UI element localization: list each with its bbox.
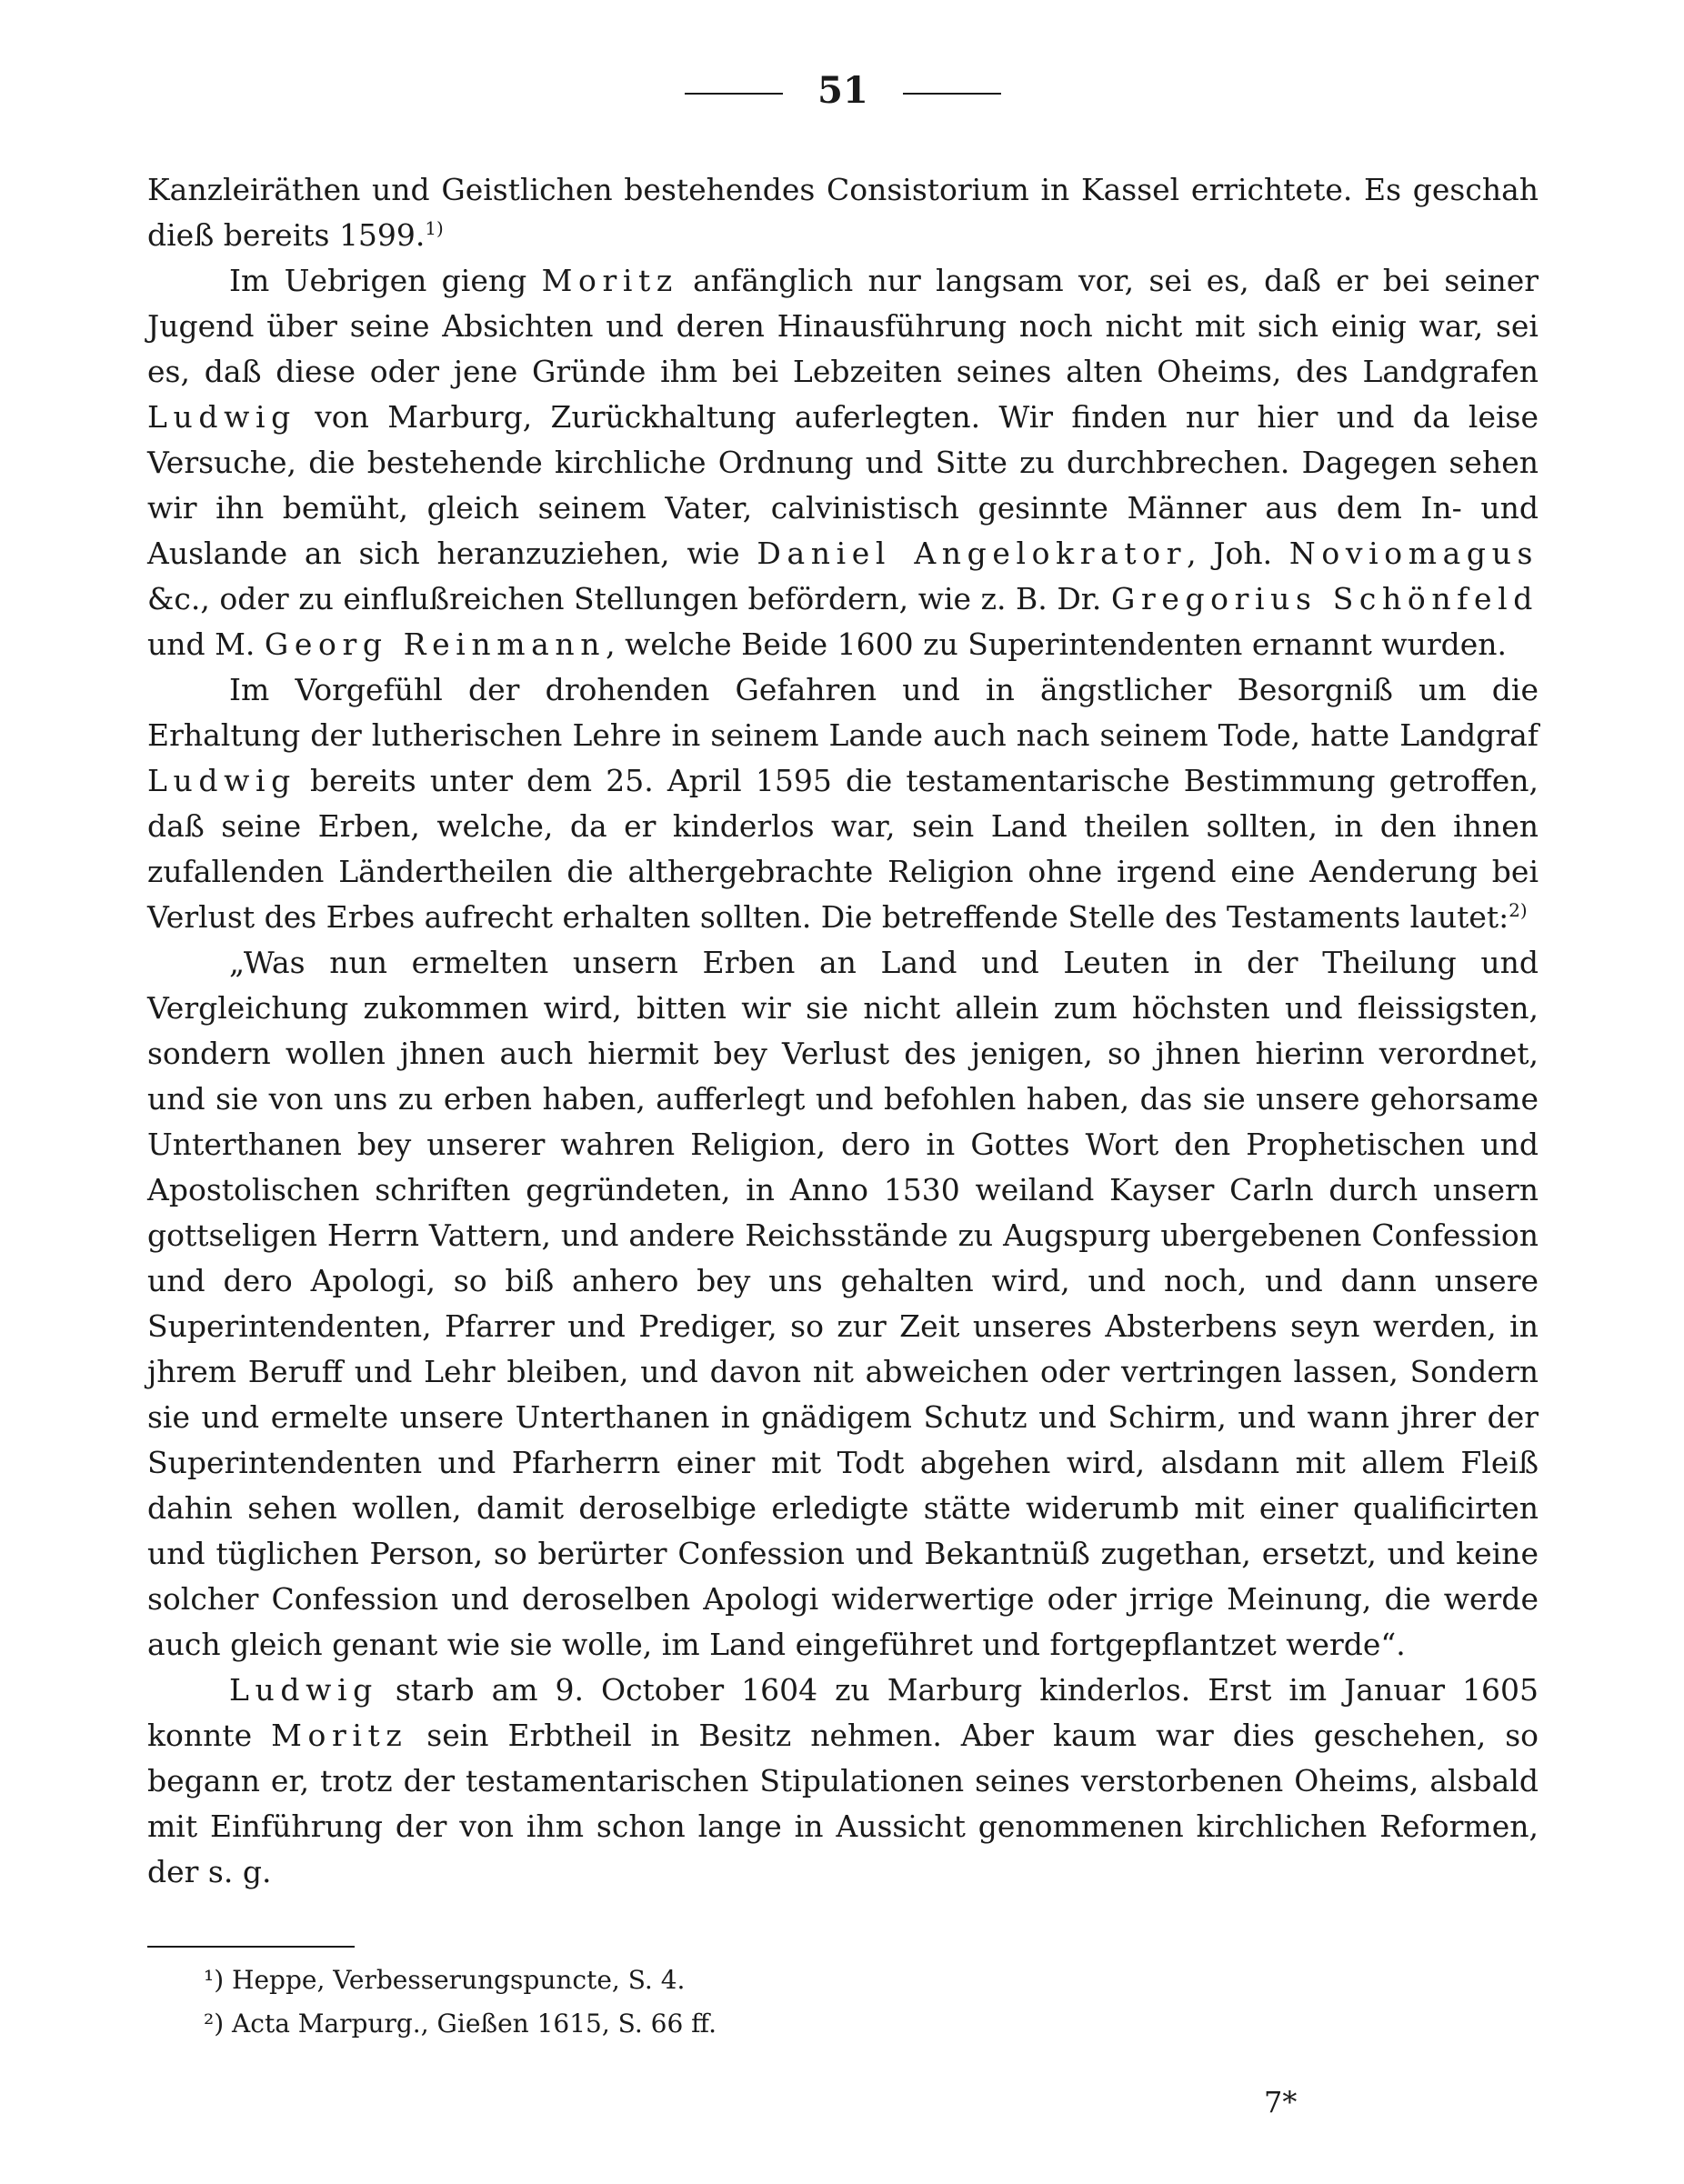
footnote-ref-1: 1) [425,218,444,239]
person-name: Ludwig [147,763,296,798]
header-rule-left [685,93,783,95]
footnotes [147,1959,1539,2046]
person-name: Daniel Angelokrator [757,536,1188,571]
footnote-divider [147,1946,355,1948]
paragraph-moritz: Im Uebrigen gieng Moritz anfänglich nur langsam vor, sei es, daß er bei seiner Jugend über seine Absichten und deren Hinausführung noch nicht mit sich einig war, sei es, daß diese oder jene Gründe ihm bei Lebzeiten seines alten Oheims, des Landgrafen Ludwig von Marburg, Zurückhaltung auferlegten. Wir finden nur hier und da leise Versuche, die bestehende kirchliche Ordnung und Sitte zu durchbrechen. Dagegen sehen wir ihn bemüht, gleich seinem Vater, calvinistisch gesinnte Männer aus dem In- und Auslande an sich heranzuziehen, wie Daniel Angelokrator, Joh. Noviomagus &c., oder zu einflußreichen Stellungen befördern, wie z. B. Dr. Gregorius Schönfeld und M. Georg Reinmann, welche Beide 1600 zu Superintendenten ernannt wurden. [147,263,1539,662]
footnote-ref-2: 2) [1509,900,1528,921]
page [147,64,1539,2046]
person-name: Noviomagus [1288,536,1539,571]
main-text [147,167,1539,1895]
header-rule-right [903,93,1001,95]
signature-mark: 7* [1264,2085,1298,2119]
page-number: 51 [817,69,868,112]
paragraph-ludwig-death: Ludwig starb am 9. October 1604 zu Marburg kinderlos. Erst im Januar 1605 konnte Moritz sein Erbtheil in Besitz nehmen. Aber kaum war dies geschehen, so begann er, trotz der testamentarischen Stipulationen seines verstorbenen Oheims, alsbald mit Einführung der von ihm schon lange in Aussicht genommenen kirchlichen Reformen, der s. g. [147,1672,1539,1889]
footnote-2: ²) Acta Marpurg., Gießen 1615, S. 66 ff. [204,2009,717,2039]
person-name: Georg Reinmann [264,626,606,662]
footnote-1: ¹) Heppe, Verbesserungspuncte, S. 4. [204,1965,686,1995]
person-name: Moritz [271,1718,408,1753]
person-name: Gregorius Schönfeld [1110,581,1539,616]
testament-quote: „Was nun ermelten unsern Erben an Land und Leuten in der Theilung und Vergleichung zukommen wird, bitten wir sie nicht allein zum höchsten und fleissigsten, sondern wollen jhnen auch hiermit bey Verlust des jenigen, so jhnen hierinn verordnet, und sie von uns zu erben haben, aufferlegt und befohlen haben, das sie unsere gehorsame Unterthanen bey unserer wahren Religion, dero in Gottes Wort den Prophetischen und Apostolischen schriften gegründeten, in Anno 1530 weiland Kayser Carln durch unsern gottseligen Herrn Vattern, und andere Reichsstände zu Augspurg ubergebenen Confession und dero Apologi, so biß anhero bey uns gehalten wird, und noch, und dann unsere Superintendenten, Pfarrer und Prediger, so zur Zeit unseres Absterbens seyn werden, in jhrem Beruff und Lehr bleiben, und davon nit abweichen oder vertringen lassen, Sondern sie und ermelte unsere Unterthanen in gnädigem Schutz und Schirm, und wann jhrer der Superintendenten und Pfarherrn einer mit Todt abgehen wird, alsdann mit allem Fleiß dahin sehen wollen, damit deroselbige erledigte stätte widerumb mit einer qualificirten und tüglichen Person, so berürter Confession und Bekantnüß zugethan, ersetzt, und keine solcher Confession und deroselben Apologi widerwertige oder jrrige Meinung, die werde auch gleich genant wie sie wolle, im Land eingeführet und fortgepflantzet werde“. [147,945,1539,1662]
paragraph-testament: Im Vorgefühl der drohenden Gefahren und in ängstlicher Besorgniß um die Erhaltung der lutherischen Lehre in seinem Lande auch nach seinem Tode, hatte Landgraf Ludwig bereits unter dem 25. April 1595 die testamentarische Bestimmung getroffen, daß seine Erben, welche, da er kinderlos war, sein Land theilen sollten, in den ihnen zufallenden Ländertheilen die althergebrachte Religion ohne irgend eine Aenderung bei Verlust des Erbes aufrecht erhalten sollten. Die betreffende Stelle des Testaments lautet:$^{2)}$ [147,672,1539,935]
page-header [147,64,1539,118]
person-name: Ludwig [147,399,296,435]
paragraph-continued: Kanzleiräthen und Geistlichen bestehendes Consistorium in Kassel errichtete. Es geschah dieß bereits 1599.$^{1)}$ [147,172,1539,253]
person-name: Ludwig [229,1672,378,1708]
person-name: Moritz [541,263,678,298]
